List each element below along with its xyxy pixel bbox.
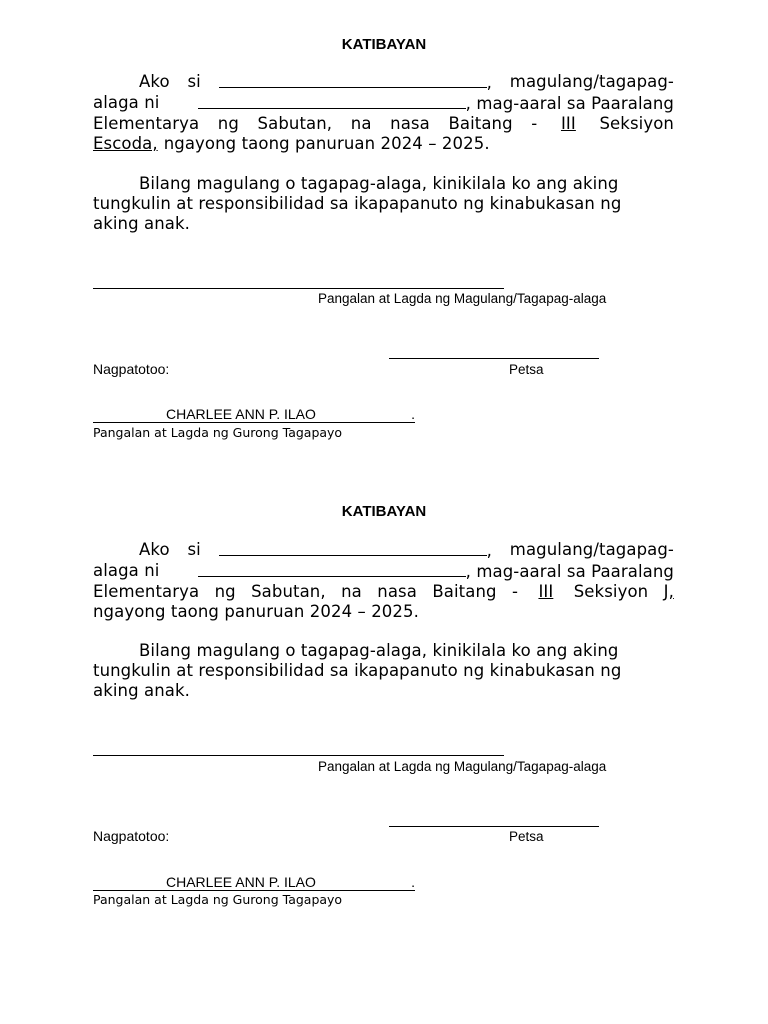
grade-value: III — [560, 114, 576, 133]
teacher-period: . — [411, 406, 415, 422]
paragraph-line: Bilang magulang o tagapag-alaga, kinikilala ko ang aking — [139, 641, 619, 660]
word: alaga ni — [93, 561, 160, 580]
section-value: Escoda, — [93, 134, 158, 153]
teacher-signature-line — [93, 874, 415, 891]
school-year-text: ngayong taong panuruan 2024 – 2025. — [163, 134, 490, 153]
teacher-name: CHARLEE ANN P. ILAO — [166, 874, 316, 890]
parent-signature-line[interactable] — [93, 755, 504, 756]
word: magulang/tagapag- — [509, 540, 674, 559]
teacher-label: Pangalan at Lagda ng Gurong Tagapayo — [93, 425, 343, 440]
word: nasa — [390, 114, 430, 133]
word: si — [187, 540, 201, 559]
comma: , — [486, 73, 492, 92]
date-line[interactable] — [389, 826, 599, 827]
date-label: Petsa — [509, 362, 544, 377]
paragraph-line: aking anak. — [93, 214, 191, 233]
phrase: , mag-aaral sa Paaralang — [465, 94, 674, 113]
word: si — [187, 72, 201, 91]
parent-signature-label: Pangalan at Lagda ng Magulang/Tagapag-alaga — [318, 759, 607, 774]
word: Seksiyon — [573, 582, 649, 601]
grade-value: III — [538, 582, 554, 601]
form-title: KATIBAYAN — [341, 36, 427, 53]
paragraph-line: aking anak. — [93, 681, 191, 700]
date-label: Petsa — [509, 829, 544, 844]
paragraph-2 — [93, 174, 674, 234]
word: Sabutan, — [251, 582, 326, 601]
word: na — [350, 114, 372, 133]
word: Sabutan, — [257, 114, 333, 133]
teacher-label: Pangalan at Lagda ng Gurong Tagapayo — [93, 892, 343, 907]
student-name-blank[interactable] — [198, 561, 466, 577]
word: ng — [214, 582, 236, 601]
word: alaga ni — [93, 93, 160, 112]
word: ng — [217, 114, 239, 133]
comma: , — [486, 541, 492, 560]
parent-name-blank[interactable] — [219, 72, 487, 88]
paragraph-1 — [93, 540, 674, 622]
teacher-signature-line — [93, 406, 415, 423]
word: - — [531, 114, 538, 133]
teacher-period: . — [411, 874, 415, 890]
word: na — [341, 582, 362, 601]
word: Baitang — [432, 582, 497, 601]
paragraph-1 — [93, 72, 674, 154]
paragraph-2 — [93, 641, 674, 701]
parent-signature-label: Pangalan at Lagda ng Magulang/Tagapag-alaga — [318, 291, 607, 306]
word: - — [511, 582, 519, 601]
form-title: KATIBAYAN — [341, 503, 427, 520]
paragraph-line: tungkulin at responsibilidad sa ikapapanuto ng kinabukasan ng — [93, 661, 622, 680]
paragraph-line: tungkulin at responsibilidad sa ikapapanuto ng kinabukasan ng — [93, 194, 622, 213]
attested-label: Nagpatotoo: — [93, 828, 170, 844]
parent-name-blank[interactable] — [219, 540, 487, 556]
word: Elementarya — [93, 582, 200, 601]
word: Baitang — [448, 114, 513, 133]
phrase: , mag-aaral sa Paaralang — [465, 562, 674, 581]
teacher-name: CHARLEE ANN P. ILAO — [166, 406, 316, 422]
school-year-text: ngayong taong panuruan 2024 – 2025. — [93, 602, 419, 621]
word: Seksiyon — [599, 114, 674, 133]
paragraph-line: Bilang magulang o tagapag-alaga, kinikilala ko ang aking — [139, 174, 619, 193]
word: Ako — [139, 72, 170, 91]
date-line[interactable] — [389, 358, 599, 359]
attested-label: Nagpatotoo: — [93, 361, 170, 377]
parent-signature-line[interactable] — [93, 288, 504, 289]
word: Ako — [139, 540, 170, 559]
word: nasa — [377, 582, 417, 601]
student-name-blank[interactable] — [198, 93, 466, 109]
section-value: J, — [663, 582, 674, 601]
word: Elementarya — [93, 114, 200, 133]
word: magulang/tagapag- — [509, 72, 674, 91]
